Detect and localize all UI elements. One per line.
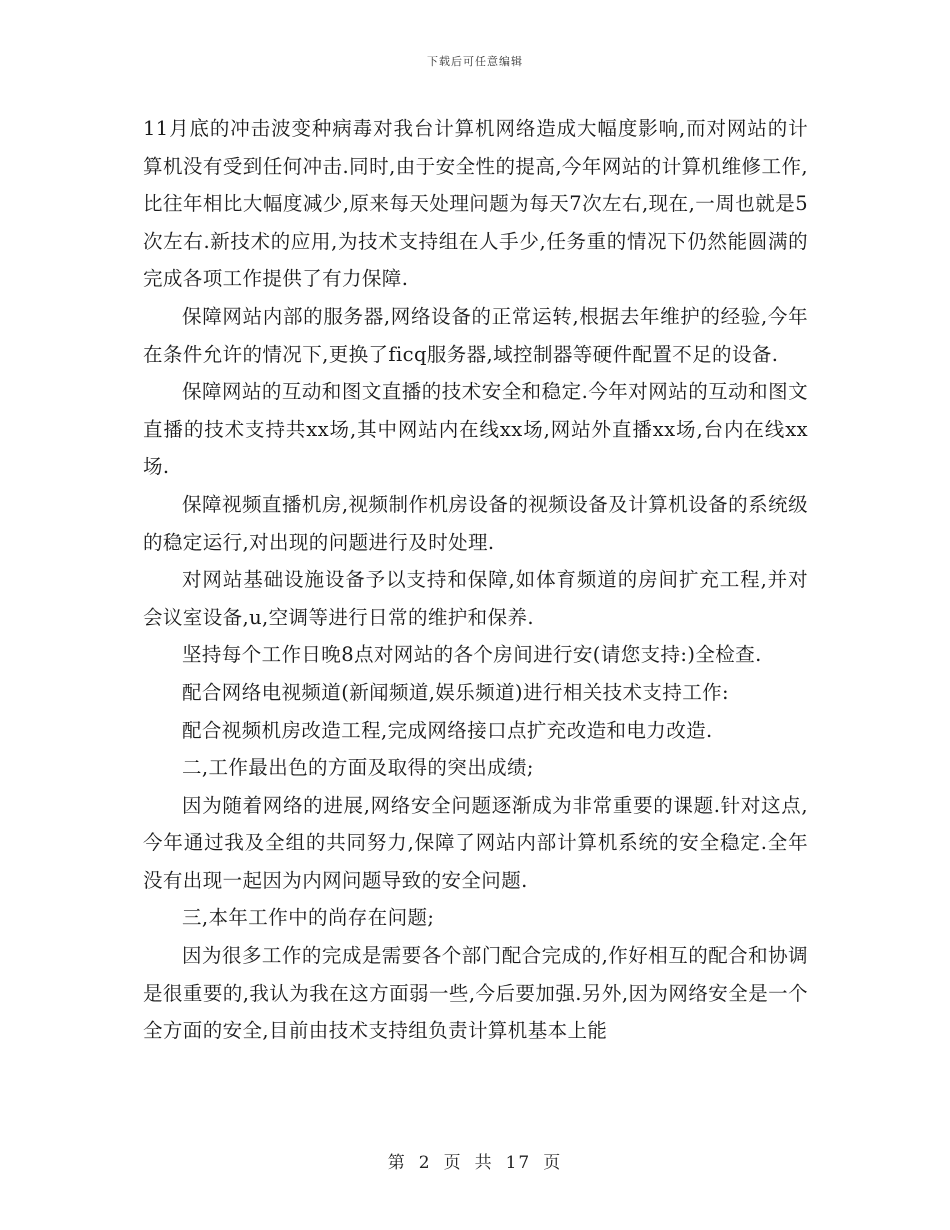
paragraph-coordination: 因为很多工作的完成是需要各个部门配合完成的,作好相互的配合和协调是很重要的,我认为我在这方面弱一些,今后要加强.另外,因为网络安全是一个全方面的安全,目前由技术支持组负责计算机基本上能 xyxy=(143,944,808,1043)
section-heading-achievements: 二,工作最出色的方面及取得的突出成绩; xyxy=(182,756,534,780)
paragraph-tv-channel-support: 配合网络电视频道(新闻频道,娱乐频道)进行相关技术支持工作: xyxy=(182,680,729,704)
footer-page-word: 页 xyxy=(443,1153,463,1173)
footer-total-pages: 17 xyxy=(505,1153,532,1173)
footer-suffix: 页 xyxy=(543,1153,563,1173)
section-heading-problems: 三,本年工作中的尚存在问题; xyxy=(182,906,435,930)
paragraph-room-renovation: 配合视频机房改造工程,完成网络接口点扩充改造和电力改造. xyxy=(182,718,713,742)
paragraph-network-security: 因为随着网络的进展,网络安全问题逐渐成为非常重要的课题.针对这点,今年通过我及全组的共同努力,保障了网站内部计算机系统的安全稳定.全年没有出现一起因为内网问题导致的安全问题. xyxy=(143,793,808,892)
paragraph-infrastructure: 对网站基础设施设备予以支持和保障,如体育频道的房间扩充工程,并对会议室设备,u,空调等进行日常的维护和保养. xyxy=(143,568,808,629)
page-footer xyxy=(0,1148,950,1173)
footer-total-prefix: 共 xyxy=(474,1153,494,1173)
paragraph-server-maintenance: 保障网站内部的服务器,网络设备的正常运转,根据去年维护的经验,今年在条件允许的情况下,更换了ficq服务器,域控制器等硬件配置不足的设备. xyxy=(143,304,808,366)
footer-prefix: 第 xyxy=(387,1153,407,1173)
paragraph-video-room: 保障视频直播机房,视频制作机房设备的视频设备及计算机设备的系统级的稳定运行,对出现的问题进行及时处理. xyxy=(143,492,808,554)
page-header-note: 下载后可任意编辑 xyxy=(427,55,523,68)
paragraph-continuation: 11月底的冲击波变种病毒对我台计算机网络造成大幅度影响,而对网站的计算机没有受到任何冲击.同时,由于安全性的提高,今年网站的计算机维修工作,比往年相比大幅度减少,原来每天处理问题为每天7次左右,现在,一周也就是5次左右.新技术的应用,为技术支持组在人手少,任务重的情况下仍然能圆满的完成各项工作提供了有力保障. xyxy=(143,117,808,291)
paragraph-safety-check: 坚持每个工作日晚8点对网站的各个房间进行安(请您支持:)全检查. xyxy=(182,643,762,667)
document-body xyxy=(143,110,808,1050)
paragraph-live-broadcast: 保障网站的互动和图文直播的技术安全和稳定.今年对网站的互动和图文直播的技术支持共xx场,其中网站内在线xx场,网站外直播xx场,台内在线xx场. xyxy=(143,380,808,479)
footer-page-number: 2 xyxy=(418,1153,432,1173)
